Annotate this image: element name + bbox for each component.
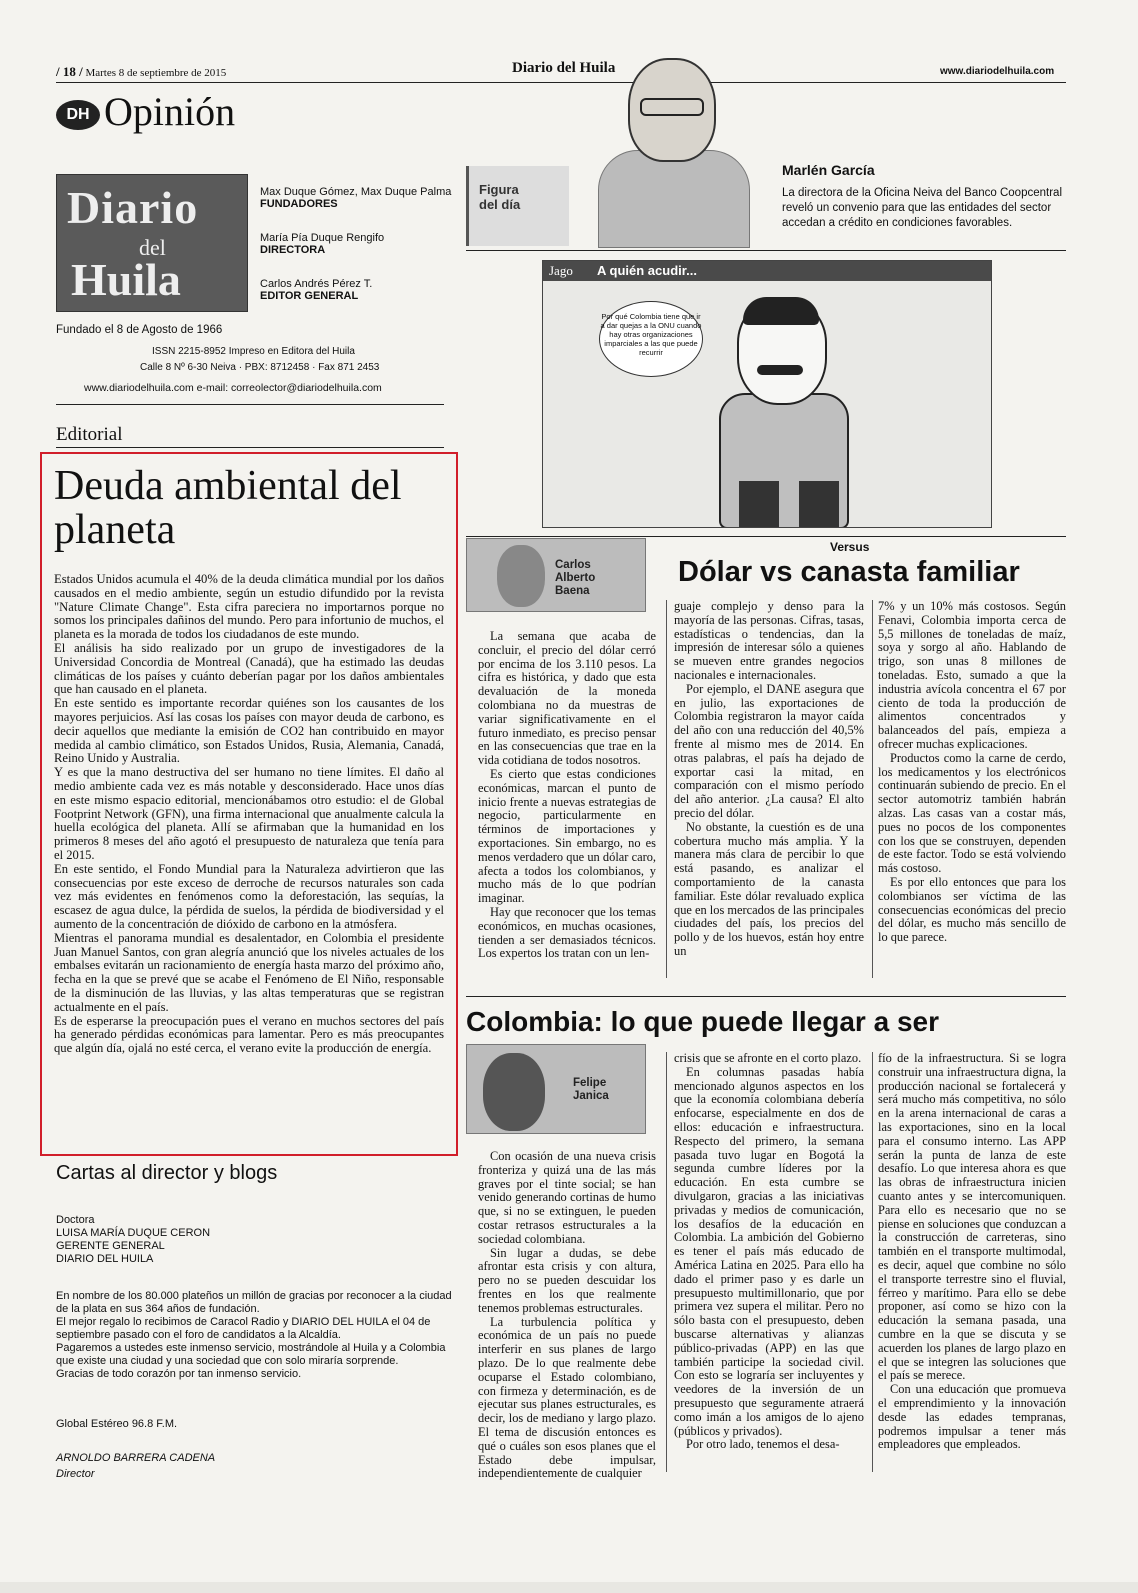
- recipient-line: GERENTE GENERAL: [56, 1240, 165, 1252]
- article-paragraph: Es por ello entonces que para los colombianos ser víctima de las consecuencias económicas del precio del dólar, es mucho más sencillo de lo que parece.: [878, 874, 1066, 945]
- staff-founders: [260, 186, 451, 210]
- versus-author-line2: Alberto: [555, 572, 596, 584]
- versus-column-1: [478, 630, 656, 961]
- column-divider: [872, 600, 873, 978]
- editorial-paragraph: Y es que la mano destructiva del ser humano no tiene límites. El daño al medio ambiente cada vez es más notable y desconsiderado. Hace unos días en este mismo espacio editorial, mencionábamos otro estudio: el de Global Footprint Network (GFN), una firma internacional que anualmente calcula la huella ecológica del planeta. Allí se afirmaban que la humanidad en los primeros 8 meses del año agotó el presupuesto de naturaleza que tenía para el 2015.: [54, 765, 444, 862]
- mustache-icon: [757, 365, 803, 375]
- versus-column-2: [674, 600, 864, 959]
- figura-label-box: [466, 166, 569, 246]
- versus-label: Versus: [830, 540, 870, 554]
- colombia-author-line1: Felipe: [573, 1077, 607, 1089]
- masthead-rule: [56, 404, 444, 405]
- editorial-paragraph: El análisis ha sido realizado por un grupo de investigadores de la Universidad Concordia de Montreal (Canadá), que ha estimado las deudas climáticas de los países y cuánto deberían pagar por los daños ambientales que han causado en el planeta.: [54, 640, 444, 697]
- colombia-column-1: [478, 1150, 656, 1481]
- address: Calle 8 Nº 6-30 Neiva · PBX: 8712458 · Fax 871 2453: [140, 362, 380, 373]
- figura-text: La directora de la Oficina Neiva del Banco Coopcentral reveló un convenio para que las entidades del sector accedan a crédito en condiciones favorables.: [782, 187, 1062, 229]
- masthead-logo-line2: del: [139, 235, 166, 260]
- editor-name: Carlos Andrés Pérez T.: [260, 278, 373, 290]
- masthead-logo-line1: Diario: [67, 182, 199, 233]
- cartas-paragraph: En nombre de los 80.000 plateños un millón de gracias por reconocer a la ciudad de la plata en sus 364 años de fundación.: [56, 1290, 452, 1315]
- colombia-author-photo: [466, 1044, 646, 1134]
- cartoon-titlebar: [543, 261, 991, 281]
- article-paragraph: No obstante, la cuestión es de una cobertura mucho más amplia. Y la manera más clara de percibir lo que está pasando, es analizar el comportamiento de la canasta familiar. Este dólar revaluado explica que en los mercados de las principales ciudades del país, los precios del pollo y de los huevos, están hoy entre un: [674, 819, 864, 958]
- column-divider: [666, 600, 667, 978]
- cartas-recipient: [56, 1214, 456, 1266]
- cartoon: [542, 260, 992, 528]
- article-paragraph: 7% y un 10% más costosos. Según Fenavi, Colombia importa cerca de 5,5 millones de toneladas de maíz, soya y sorgo al año. Hablando de trigo, son unas 8 millones de toneladas. Esto, sumado a que la industria avícola concentra el 67 por ciento de toda la producción de alimentos concentrados y balanceados del país, empieza a ofrecer muchas explicaciones.: [878, 599, 1066, 751]
- staff-director: [260, 232, 384, 256]
- contact-line[interactable]: www.diariodelhuila.com e-mail: correolector@diariodelhuila.com: [84, 382, 382, 394]
- article-paragraph: Sin lugar a dudas, se debe afrontar esta crisis y con altura, pero no se pueden descuidar los frentes en los que realmente tenemos problemas estructurales.: [478, 1245, 656, 1315]
- cartoon-title: A quién acudir...: [597, 263, 697, 278]
- recipient-line: DIARIO DEL HUILA: [56, 1253, 154, 1265]
- article-paragraph: crisis que se afronte en el corto plazo.: [674, 1051, 862, 1065]
- figura-name: Marlén García: [782, 162, 875, 178]
- website-link[interactable]: www.diariodelhuila.com: [940, 66, 1055, 77]
- glasses-icon: [640, 98, 704, 116]
- article-paragraph: La semana que acaba de concluir, el precio del dólar cerró por encima de los 3.110 pesos. La cifra es histórica, y dado que esta devaluación de la moneda colombiana no da muestras de variar significativamente en el futuro inmediato, es preciso pensar en las consecuencias que trae en la vida cotidiana de todos nosotros.: [478, 629, 656, 768]
- cartas-body: [56, 1290, 456, 1381]
- section-title: Opinión: [104, 89, 236, 134]
- staff-editor: [260, 278, 372, 302]
- masthead-logo-line3: Huila: [71, 254, 181, 305]
- editorial-title: Deuda ambiental del planeta: [54, 463, 402, 553]
- cartas-org: Global Estéreo 96.8 F.M.: [56, 1418, 178, 1430]
- editorial-paragraph: Es de esperarse la preocupación pues el verano en muchos sectores del país ha generado pérdidas económicas para lamentar. Pero es más preocupantes que algún día, ojalá no esté cerca, el verano evite la producción de energía.: [54, 1013, 444, 1056]
- article-paragraph: Es cierto que estas condiciones económicas, marcan el punto de inicio frente a nuevas estrategias de negocio, particularmente en términos de importaciones y exportaciones. Sin embargo, no es menos verdadero que un dólar caro, afecta a todos los colombianos, y mucho más de lo que podrían imaginar.: [478, 766, 656, 906]
- cartoon-figure-leg: [799, 481, 839, 527]
- cartas-signature: ARNOLDO BARRERA CADENA: [56, 1452, 216, 1464]
- editorial-paragraph: Mientras el panorama mundial es desalentador, en Colombia el presidente Juan Manuel Santos, con gran alegría anunció que los niveles actuales de los embalses evitarán un racionamiento de energía hasta marzo del próximo año, fecha en la que se prevé que se acabe el Fenómeno de El Niño, responsable de la disminución de las lluvias, y las altas temperaturas que se registran actualmente en el país.: [54, 930, 444, 1014]
- article-paragraph: Con ocasión de una nueva crisis fronteriza y quizá una de las más graves por el tinte social; se han venido generando cortinas de humo que, si no se extinguen, le pueden costar retrasos estructurales a la sociedad colombiana.: [478, 1149, 656, 1246]
- colombia-column-2: [674, 1052, 864, 1452]
- recipient-line: Doctora: [56, 1214, 95, 1226]
- article-paragraph: Hay que reconocer que los temas económicos, en muchas ocasiones, tienden a ser demasiados técnicos. Los expertos los tratan con un len-: [478, 904, 656, 961]
- figura-rule: [466, 250, 1066, 251]
- founded-date: Fundado el 8 de Agosto de 1966: [56, 324, 223, 336]
- cartas-paragraph: Gracias de todo corazón por tan inmenso servicio.: [56, 1368, 302, 1380]
- cartoon-figure-hair: [743, 297, 819, 325]
- versus-author-photo: [466, 538, 646, 612]
- cartoon-speech-bubble: Por qué Colombia tiene que ir a dar quejas a la ONU cuando hay otras organizaciones imparciales a las que puede recurrir: [599, 301, 703, 377]
- author-face-image: [497, 545, 545, 607]
- editorial-rule: [56, 447, 444, 448]
- founders-names: Max Duque Gómez, Max Duque Palma: [260, 186, 452, 198]
- article-paragraph: Por ejemplo, el DANE asegura que en julio, las exportaciones de Colombia registraron la mayor caída del año con una reducción del 40,5% frente al mismo mes de 2014. En otras palabras, el país ha dejado de exportar casi la mitad, en comparación con el mismo período del año anterior. ¿La causa? El alto precio del dólar.: [674, 681, 864, 820]
- director-role: DIRECTORA: [260, 244, 326, 256]
- editorial-paragraph: En este sentido es importante recordar quiénes son los causantes de los mayores perjuicios. Así las cosas los países con mayor deuda de carbono, es decir aquellos que mediante la emisión de CO2 han contribuido en mayor medida al cambio climático, son Estados Unidos, Rusia, Alemania, Canadá, Reino Unido y Australia.: [54, 696, 444, 766]
- article-paragraph: La turbulencia política y económica de un país no puede interferir en sus planes de largo plazo. De lo que realmente debe ocuparse el Estado colombiano, con firmeza y determinación, es de ejecutar sus planes estructurales, es decir, los de mediano y largo plazo. El tema de discusión entonces es qué o cuáles son esos planes que el Estado debe impulsar, independientemente de cualquier: [478, 1314, 656, 1481]
- article-paragraph: Productos como la carne de cerdo, los medicamentos y los electrónicos continuarán subiendo de precio. En el sector automotriz también habrán alzas. Las casas van a costar más, pues no pocos de los componentes con los que se construyen, dependen de este factor. Todo se está volviendo más costoso.: [878, 750, 1066, 876]
- column-divider: [872, 1052, 873, 1472]
- colombia-column-3: [878, 1052, 1066, 1452]
- editorial-label: Editorial: [56, 424, 123, 445]
- versus-title: Dólar vs canasta familiar: [678, 556, 1020, 588]
- editorial-paragraph: En este sentido, el Fondo Mundial para la Naturaleza advirtieron que las consecuencias por este exceso de derroche de recursos naturales son cada vez más evidentes en fenómenos como la deforestación, las sequías, la escasez de agua dulce, la pérdida de suelos, la pérdida de biodiversidad y el aumento de la concentración de dióxido de carbono en la atmósfera.: [54, 861, 444, 931]
- page-bottom-edge: [0, 1582, 1138, 1593]
- page-header-left: [56, 64, 226, 80]
- cartas-paragraph: Pagaremos a ustedes este inmenso servicio, mostrándole al Huila y a Colombia que existe una ciudad y una sociedad que con solo miraría sorprende.: [56, 1342, 446, 1367]
- cartas-signature-role: Director: [56, 1468, 95, 1480]
- dh-logo: DH: [56, 100, 100, 130]
- editorial-body: [54, 573, 444, 1056]
- article-paragraph: fío de la infraestructura. Si se logra construir una infraestructura digna, la producción nacional se fortalecerá y será mucho más competitiva, no sólo en la arena internacional de caras a las exportaciones, sino en la local para el consumo interno. Las APP serán la punta de lanza de este desafío. Lo que interesa ahora es que las obras de infraestructura inicien cuanto antes y se intercomuniquen. Para ello es necesario que no se piense en soluciones que conduzcan a la construcción de carreteras, sino también en el transporte multimodal, es decir, aquel que combine no sólo el transporte terrestre sino el fluvial, férreo y marítimo. Para ello se debe proponer, así como se hizo con la educación la semana pasada, una cumbre en la que se discuta y se acuerden los planes de largo plazo en el que se integren las soluciones que el país se merece.: [878, 1051, 1066, 1383]
- newspaper-name: Diario del Huila: [512, 60, 616, 76]
- recipient-line: LUISA MARÍA DUQUE CERON: [56, 1227, 211, 1239]
- masthead-logo: [56, 174, 248, 312]
- cartas-title: Cartas al director y blogs: [56, 1162, 278, 1184]
- editorial-paragraph: Estados Unidos acumula el 40% de la deuda climática mundial por los daños causados en el medio ambiente, según un estudio difundido por la revista "Nature Climate Change". Esta cifra pareciera no importarnos porque no somos los principales dañinos del mundo. Pero para infortunio de muchos, el planeta es la morada de todos los ciudadanos de este mundo.: [54, 572, 444, 642]
- figura-label-line2: del día: [479, 197, 521, 212]
- cartas-paragraph: El mejor regalo lo recibimos de Caracol Radio y DIARIO DEL HUILA el 04 de septiembre pasado con el foro de candidatos a la Alcaldía.: [56, 1316, 431, 1341]
- figura-label-line1: Figura: [479, 182, 519, 197]
- column-divider: [666, 1052, 667, 1472]
- versus-author-line3: Baena: [555, 585, 590, 597]
- header-rule: [56, 82, 1066, 83]
- colombia-rule: [466, 996, 1066, 997]
- versus-author-line1: Carlos: [555, 559, 591, 571]
- article-paragraph: guaje complejo y denso para la mayoría de las personas. Cifras, tasas, estadísticas o tendencias, dan la impresión de interesar sólo a quienes se mueven entre grandes negocios nacionales e internacionales.: [674, 599, 864, 682]
- figura-portrait-body: [598, 150, 750, 248]
- director-name: María Pía Duque Rengifo: [260, 232, 385, 244]
- founders-role: FUNDADORES: [260, 198, 338, 210]
- colombia-author-line2: Janica: [573, 1090, 609, 1102]
- cartoon-figure-leg: [739, 481, 779, 527]
- page-date: Martes 8 de septiembre de 2015: [85, 67, 227, 79]
- page-number: / 18 /: [56, 64, 83, 79]
- cartoon-author: Jago: [549, 263, 573, 278]
- author-face-image: [483, 1053, 545, 1131]
- versus-rule: [466, 536, 1066, 537]
- issn: ISSN 2215-8952 Impreso en Editora del Huila: [152, 346, 355, 357]
- editor-role: EDITOR GENERAL: [260, 290, 359, 302]
- article-paragraph: Con una educación que promueva el emprendimiento y la innovación desde las edades tempranas, podremos impulsar a tener más empleadores que empleados.: [878, 1382, 1066, 1452]
- versus-column-3: [878, 600, 1066, 945]
- article-paragraph: Por otro lado, tenemos el desa-: [686, 1437, 840, 1452]
- colombia-title: Colombia: lo que puede llegar a ser: [466, 1006, 939, 1037]
- article-paragraph: En columnas pasadas había mencionado algunos aspectos en los que la economía colombiana debería enfocarse, especialmente en dos de ellos: educación e infraestructura. Respecto del primero, la semana pasada tuvo lugar en Bogotá la segunda cumbre líderes por la educación. En esta cumbre se divulgaron, gracias a las iniciativas privadas y medios de comunicación, los desafíos de la educación en Colombia. La ambición del Gobierno es tener el país más educado de América Latina en 2025. Para ello ha dado el primer paso y es darle un presupuesto multimillonario, que por primera vez supera el militar. Pero no sólo basta con el presupuesto, deben buscarse alternativas y alianzas público-privadas (APP) en las que también participe la sociedad civil. Con esto se lograría ser incluyentes y veedores de la inversión de un presupuesto que seguramente atraerá como imán a los amigos de lo ajeno (públicos y privados).: [674, 1064, 864, 1438]
